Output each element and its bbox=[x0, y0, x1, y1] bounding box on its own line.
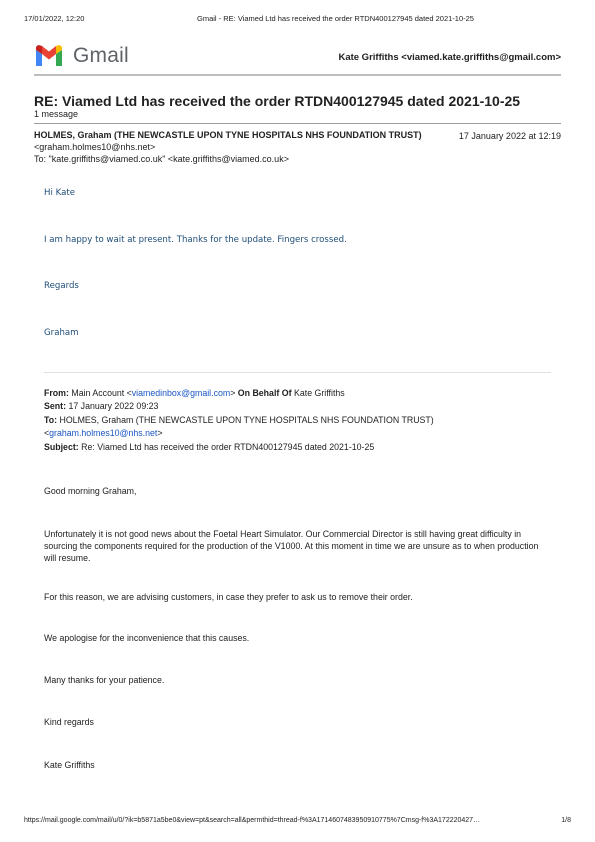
account-label: Kate Griffiths <viamed.kate.griffiths@gmail.com> bbox=[338, 52, 561, 63]
quoted-paragraph-3: We apologise for the inconvenience that this causes. bbox=[44, 633, 250, 643]
reply-regards: Regards bbox=[44, 281, 79, 291]
from-text: Main Account < bbox=[71, 388, 132, 398]
reply-line: I am happy to wait at present. Thanks for the update. Fingers crossed. bbox=[44, 235, 347, 245]
reply-greeting: Hi Kate bbox=[44, 188, 75, 198]
page-number: 1/8 bbox=[561, 817, 571, 824]
quote-divider bbox=[44, 372, 551, 373]
subject-divider bbox=[34, 123, 561, 124]
sender-email: <graham.holmes10@nhs.net> bbox=[34, 142, 156, 152]
from-close: > bbox=[230, 388, 236, 398]
sender-name: HOLMES, Graham (THE NEWCASTLE UPON TYNE HOSPITALS NHS FOUNDATION TRUST) bbox=[34, 130, 422, 140]
header-divider bbox=[34, 74, 561, 76]
thread-subject: RE: Viamed Ltd has received the order RTDN400127945 dated 2021-10-25 bbox=[34, 93, 521, 109]
sent-value: 17 January 2022 09:23 bbox=[68, 401, 159, 411]
behalf-label: On Behalf Of bbox=[237, 388, 292, 398]
sent-label: Sent: bbox=[44, 401, 66, 411]
gmail-wordmark: Gmail bbox=[73, 44, 129, 67]
behalf-name: Kate Griffiths bbox=[294, 388, 345, 398]
message-count: 1 message bbox=[34, 109, 79, 119]
gmail-logo-icon bbox=[34, 44, 64, 68]
quoted-from bbox=[44, 388, 345, 398]
to-email-link[interactable]: graham.holmes10@nhs.net bbox=[49, 428, 158, 438]
quoted-closing: Kind regards bbox=[44, 717, 94, 727]
quoted-to-email bbox=[44, 428, 162, 438]
print-datetime: 17/01/2022, 12:20 bbox=[24, 14, 85, 23]
quoted-signature: Kate Griffiths bbox=[44, 760, 95, 770]
to-email-open: < bbox=[44, 428, 50, 438]
quoted-greeting: Good morning Graham, bbox=[44, 486, 137, 496]
subject-value: Re: Viamed Ltd has received the order RTDN400127945 dated 2021-10-25 bbox=[81, 442, 375, 452]
reply-name: Graham bbox=[44, 328, 79, 338]
quoted-paragraph-2: For this reason, we are advising customers, in case they prefer to ask us to remove their order. bbox=[44, 592, 413, 602]
to-value: HOLMES, Graham (THE NEWCASTLE UPON TYNE HOSPITALS NHS FOUNDATION TRUST) bbox=[59, 415, 434, 425]
quoted-paragraph-4: Many thanks for your patience. bbox=[44, 675, 165, 685]
quoted-paragraph-1: Unfortunately it is not good news about the Foetal Heart Simulator. Our Commercial Director is still having great difficulty in sourcing the components required for the production of the V1000. At this moment in time we are unsure as to when production will resume. bbox=[44, 529, 539, 563]
to-label: To: bbox=[44, 415, 58, 425]
print-title: Gmail - RE: Viamed Ltd has received the order RTDN400127945 dated 2021-10-25 bbox=[197, 14, 474, 23]
quoted-subject bbox=[44, 442, 374, 452]
quoted-to bbox=[44, 415, 434, 425]
from-email-link[interactable]: viamedinbox@gmail.com bbox=[131, 388, 231, 398]
subject-label: Subject: bbox=[44, 442, 79, 452]
quoted-sent bbox=[44, 401, 158, 411]
message-date: 17 January 2022 at 12:19 bbox=[458, 131, 561, 141]
recipient-line: To: "kate.griffiths@viamed.co.uk" <kate.griffiths@viamed.co.uk> bbox=[34, 154, 289, 164]
footer-url: https://mail.google.com/mail/u/0/?ik=b5871a5be0&view=pt&search=all&permthid=thread-f%3A1714607483950910775%7Cmsg-f%3A172220427… bbox=[24, 817, 481, 824]
to-email-close: > bbox=[157, 428, 163, 438]
from-label: From: bbox=[44, 388, 69, 398]
